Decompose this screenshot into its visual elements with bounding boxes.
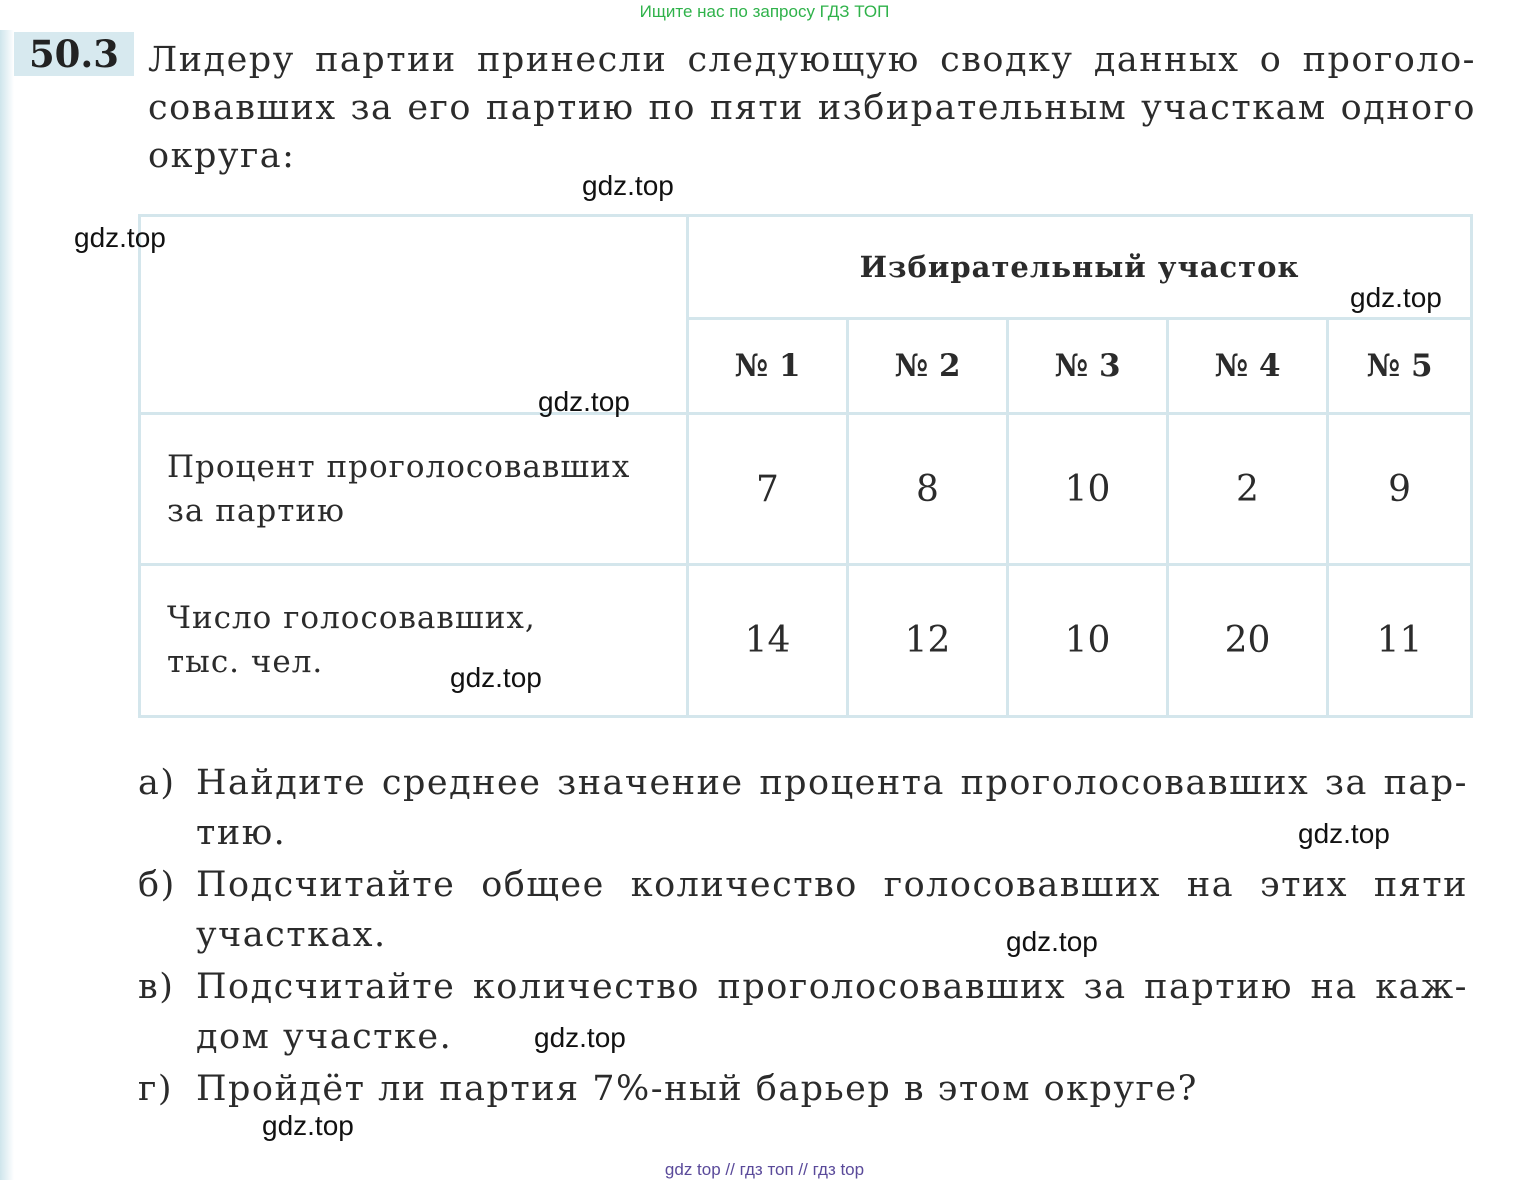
question-item — [138, 758, 1468, 858]
table-cell: 8 — [848, 414, 1008, 564]
table-cell: 11 — [1328, 564, 1472, 716]
row-label-line: за партию — [167, 493, 346, 530]
question-line: участках. — [196, 915, 387, 955]
watermark: gdz.top — [1350, 282, 1442, 313]
table-row — [140, 414, 1472, 564]
group-header: Избирательный участок — [688, 216, 1472, 319]
watermark: gdz.top — [262, 1110, 354, 1141]
row-label-line: тыс. чел. — [167, 644, 324, 681]
question-item — [138, 962, 1468, 1062]
page-edge-shadow — [0, 30, 14, 1180]
watermark: gdz.top — [1298, 818, 1390, 849]
question-label: в) — [138, 967, 175, 1007]
table-cell: 10 — [1008, 414, 1168, 564]
row-label — [140, 564, 688, 716]
row-label — [140, 414, 688, 564]
question-line: Подсчитайте количество проголосовавших за партию на каж- — [196, 967, 1468, 1007]
question-line: Найдите среднее значение процента проголосовавших за пар- — [196, 763, 1468, 803]
table-cell: 7 — [688, 414, 848, 564]
district-header: № 4 — [1168, 319, 1328, 414]
question-label: а) — [138, 763, 176, 803]
question-label: г) — [138, 1069, 173, 1109]
watermark: gdz.top — [538, 386, 630, 417]
table-corner-cell — [140, 216, 688, 414]
district-header: № 2 — [848, 319, 1008, 414]
district-header: № 3 — [1008, 319, 1168, 414]
row-label-line: Число голосовавших, — [167, 600, 536, 637]
question-item — [138, 860, 1468, 960]
question-line: дом участке. — [196, 1017, 453, 1057]
table-cell: 2 — [1168, 414, 1328, 564]
question-line: Пройдёт ли партия 7%-ный барьер в этом округе? — [196, 1069, 1198, 1109]
question-line: тию. — [196, 813, 287, 853]
table-cell: 10 — [1008, 564, 1168, 716]
table-cell: 12 — [848, 564, 1008, 716]
row-label-line: Процент проголосовавших — [167, 449, 631, 486]
district-header: № 1 — [688, 319, 848, 414]
intro-line: совавших за его партию по пяти избирательным участкам одного — [148, 88, 1476, 128]
question-text — [196, 962, 1468, 1062]
footer-note: gdz top // гдз топ // гдз top — [664, 1160, 865, 1179]
watermark: gdz.top — [582, 170, 674, 201]
task-intro — [148, 36, 1476, 180]
table-row — [140, 564, 1472, 716]
voting-data-table — [138, 214, 1473, 718]
question-label: б) — [138, 865, 176, 905]
table-cell: 9 — [1328, 414, 1472, 564]
question-text — [196, 1064, 1468, 1114]
question-item — [138, 1064, 1468, 1114]
watermark: gdz.top — [1006, 926, 1098, 957]
watermark: gdz.top — [74, 222, 166, 253]
question-text — [196, 860, 1468, 960]
table-cell: 14 — [688, 564, 848, 716]
question-line: Подсчитайте общее количество голосовавших на этих пяти — [196, 865, 1468, 905]
table-cell: 20 — [1168, 564, 1328, 716]
question-text — [196, 758, 1468, 858]
intro-line: Лидеру партии принесли следующую сводку данных о проголо- — [148, 40, 1476, 80]
question-list — [138, 758, 1468, 1116]
task-number: 50.3 — [14, 32, 134, 76]
watermark: gdz.top — [534, 1022, 626, 1053]
header-note: Ищите нас по запросу ГДЗ ТОП — [639, 2, 890, 21]
district-header: № 5 — [1328, 319, 1472, 414]
watermark: gdz.top — [450, 662, 542, 693]
intro-line: округа: — [148, 136, 296, 176]
